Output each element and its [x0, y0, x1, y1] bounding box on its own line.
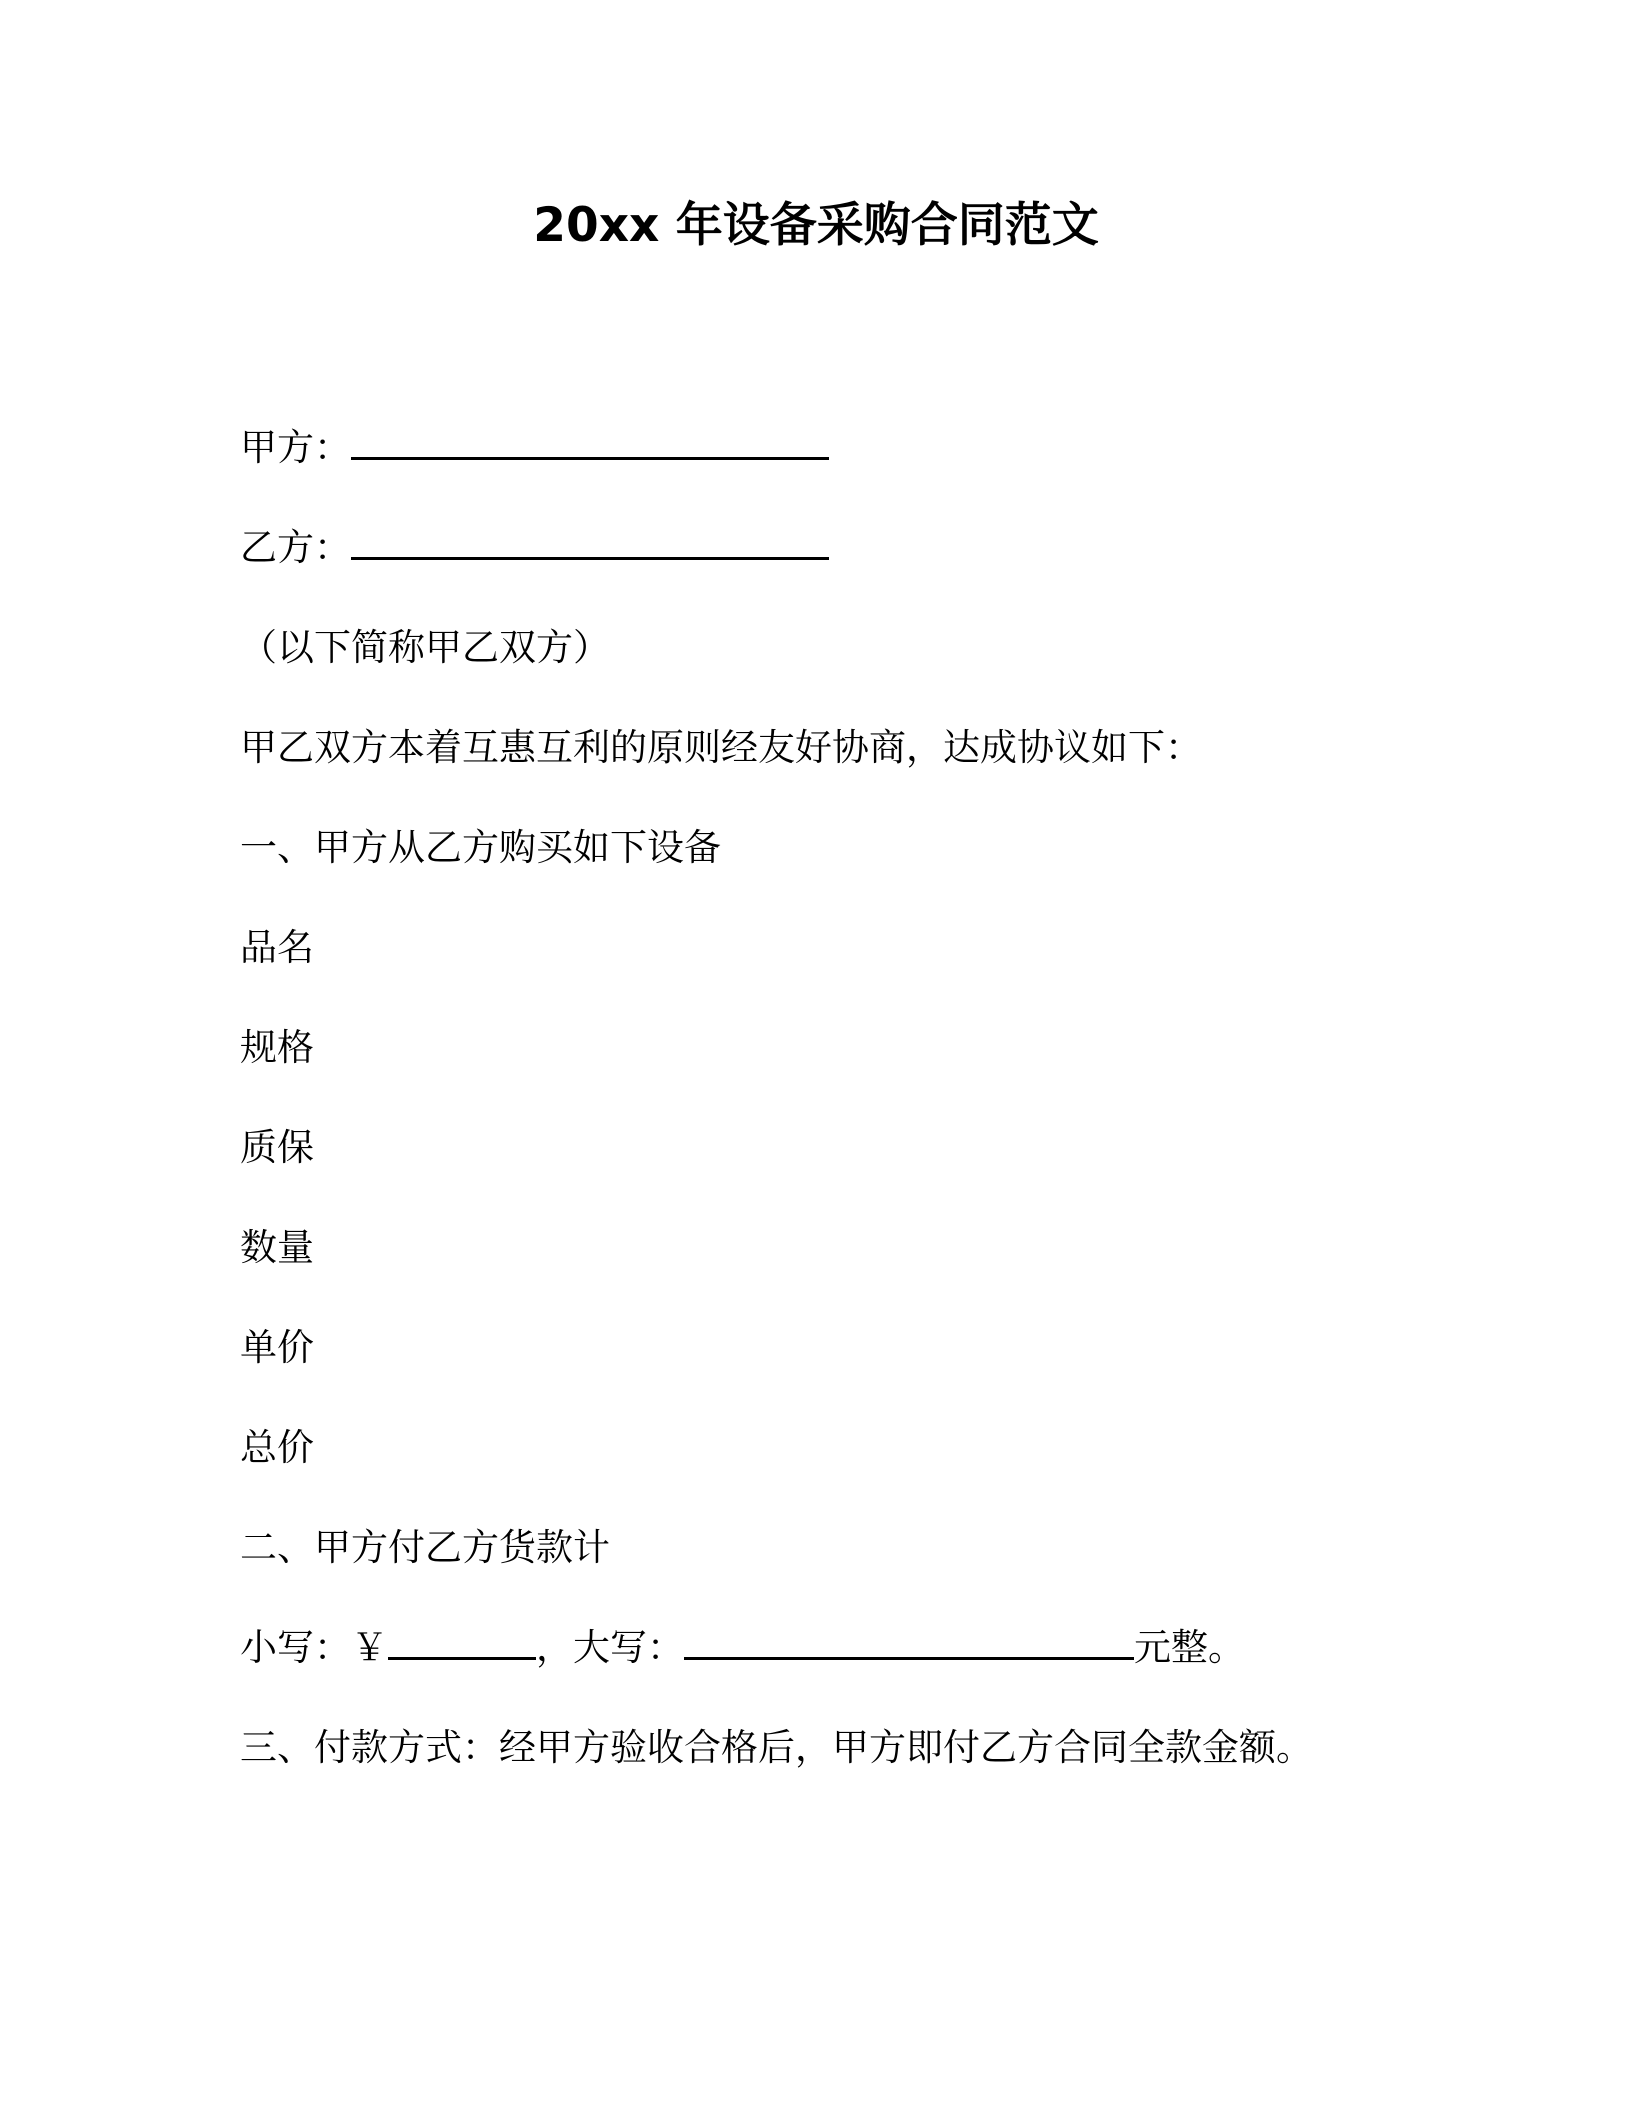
section-2-heading: 二、甲方付乙方货款计 [240, 1526, 610, 1569]
party-a-line [240, 424, 829, 472]
abbreviation-note: （以下简称甲乙双方） [240, 626, 610, 669]
party-b-label: 乙方： [240, 526, 351, 569]
document-title: 20xx 年设备采购合同范文 [533, 198, 1099, 253]
amount-line [240, 1624, 1245, 1672]
preamble-paragraph: 甲乙双方本着互惠互利的原则经友好协商，达成协议如下： [240, 726, 1202, 769]
party-a-blank [351, 456, 829, 460]
party-b-blank [351, 556, 829, 560]
amount-lower-label: 小写：￥ [240, 1626, 388, 1669]
item-total-price-label: 总价 [240, 1426, 314, 1469]
amount-upper-blank [684, 1656, 1134, 1660]
section-1-heading: 一、甲方从乙方购买如下设备 [240, 826, 721, 869]
amount-suffix: 元整。 [1134, 1626, 1245, 1669]
item-unit-price-label: 单价 [240, 1326, 314, 1369]
item-name-label: 品名 [240, 926, 314, 969]
item-warranty-label: 质保 [240, 1126, 314, 1169]
item-spec-label: 规格 [240, 1026, 314, 1069]
item-quantity-label: 数量 [240, 1226, 314, 1269]
amount-upper-label: ，大写： [536, 1626, 684, 1669]
party-a-label: 甲方： [240, 426, 351, 469]
amount-lower-blank [388, 1656, 536, 1660]
section-3-paragraph: 三、付款方式：经甲方验收合格后，甲方即付乙方合同全款金额。 [240, 1726, 1313, 1769]
party-b-line [240, 524, 829, 572]
